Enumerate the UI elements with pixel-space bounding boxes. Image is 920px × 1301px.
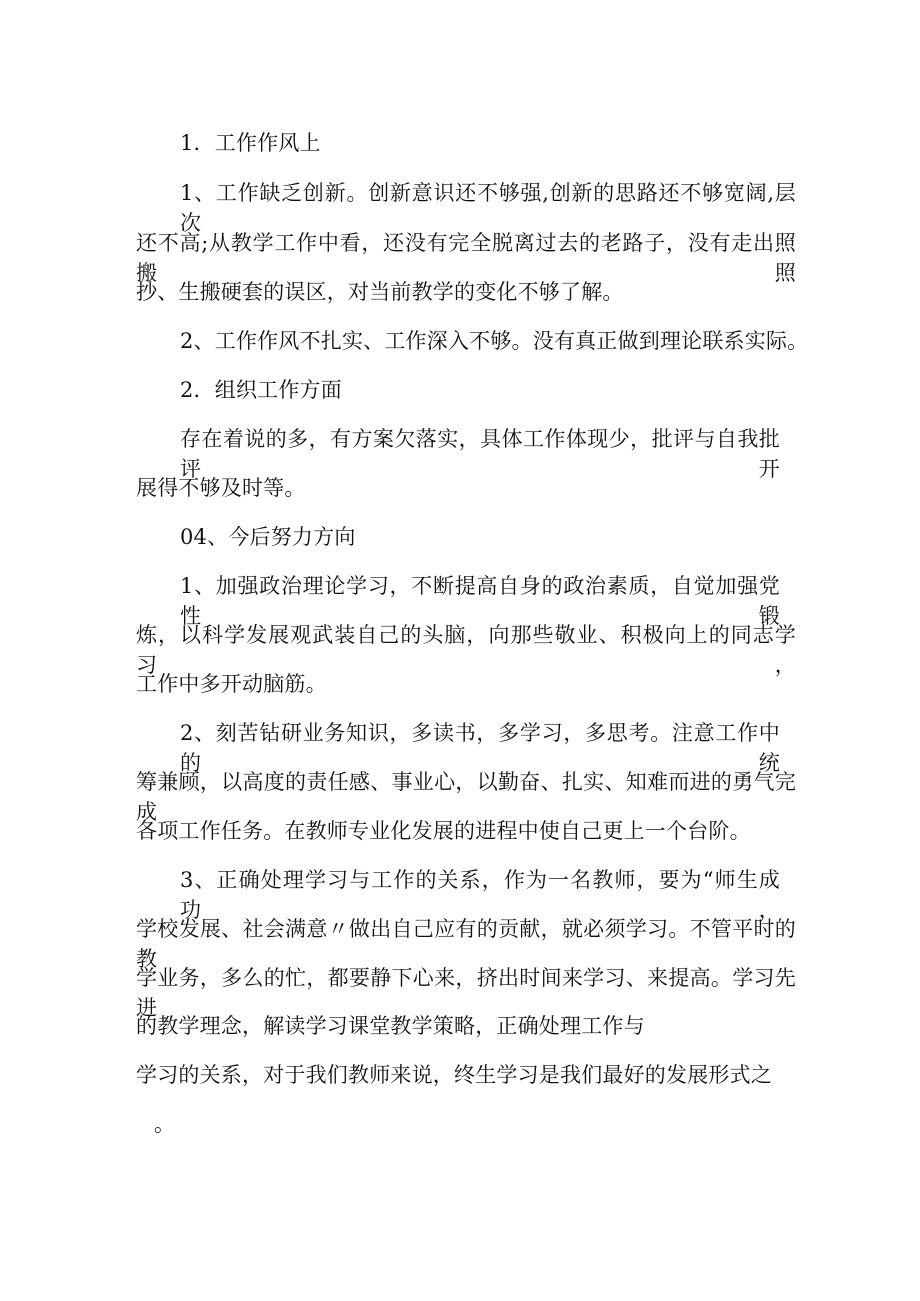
paragraph-line: 抄、生搬硬套的误区，对当前教学的变化不够了解。 bbox=[136, 280, 624, 304]
paragraph-line: 工作中多开动脑筋。 bbox=[136, 672, 327, 696]
paragraph-line: 展得不够及时等。 bbox=[136, 476, 306, 500]
paragraph-line: 学习的关系，对于我们教师来说，终生学习是我们最好的发展形式之 bbox=[136, 1063, 772, 1087]
paragraph-line: 1、加强政治理论学习，不断提高自身的政治素质，自觉加强党性锻 bbox=[180, 574, 780, 628]
paragraph-line: 2、工作作风不扎实、工作深入不够。没有真正做到理论联系实际。 bbox=[180, 329, 809, 353]
paragraph-line: 各项工作任务。在教师专业化发展的进程中使自己更上一个台阶。 bbox=[136, 819, 751, 843]
paragraph-line: 2、刻苦钻研业务知识，多读书，多学习，多思考。注意工作中的统 bbox=[180, 721, 780, 775]
paragraph-line: 还不高;从教学工作中看，还没有完全脱离过去的老路子，没有走出照搬照 bbox=[136, 231, 796, 285]
heading-work-style: 1．工作作风上 bbox=[180, 131, 321, 155]
paragraph-line: 炼，以科学发展观武装自己的头脑，向那些敬业、积极向上的同志学习， bbox=[136, 623, 796, 677]
paragraph-line: 学业务，多么的忙，都要静下心来，挤出时间来学习、来提高。学习先进 bbox=[136, 966, 796, 1020]
paragraph-line: 存在着说的多，有方案欠落实，具体工作体现少，批评与自我批评开 bbox=[180, 427, 780, 481]
heading-organization-work: 2．组织工作方面 bbox=[180, 378, 342, 402]
paragraph-line: 。 bbox=[154, 1112, 176, 1136]
paragraph-line: 筹兼顾，以高度的责任感、事业心，以勤奋、扎实、知难而进的勇气完成 bbox=[136, 770, 796, 824]
paragraph-line: 学校发展、社会满意〃做出自己应有的贡献，就必须学习。不管平时的教 bbox=[136, 917, 796, 971]
heading-future-direction: 04、今后努力方向 bbox=[180, 525, 356, 549]
paragraph-line: 1、工作缺乏创新。创新意识还不够强,创新的思路还不够宽阔,层次 bbox=[180, 181, 796, 235]
paragraph-line: 3、正确处理学习与工作的关系，作为一名教师，要为“师生成功， bbox=[180, 868, 780, 922]
paragraph-line: 的教学理念，解读学习课堂教学策略，正确处理工作与 bbox=[136, 1014, 645, 1038]
